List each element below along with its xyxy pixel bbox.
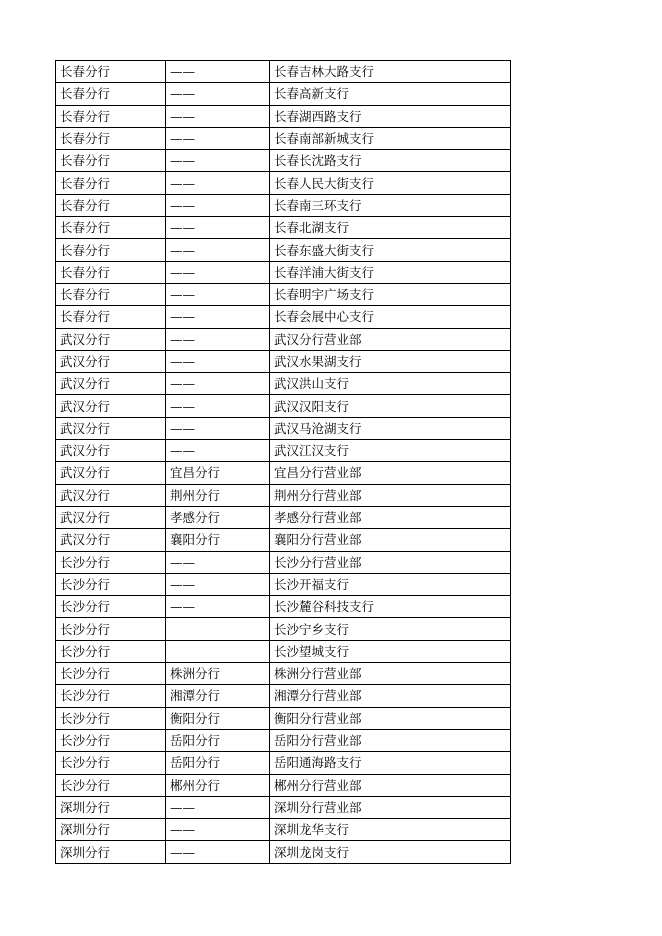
table-row bbox=[56, 217, 511, 239]
outlet-cell[interactable]: 襄阳分行营业部 bbox=[270, 529, 511, 551]
branch-cell[interactable]: 长沙分行 bbox=[56, 596, 166, 618]
table-row bbox=[56, 328, 511, 350]
table-row bbox=[56, 373, 511, 395]
outlet-cell[interactable]: 长沙宁乡支行 bbox=[270, 618, 511, 640]
branch-cell[interactable]: 长沙分行 bbox=[56, 618, 166, 640]
branch-cell[interactable]: 长春分行 bbox=[56, 150, 166, 172]
branch-cell[interactable]: 深圳分行 bbox=[56, 841, 166, 863]
table-row bbox=[56, 127, 511, 149]
table-row bbox=[56, 306, 511, 328]
outlet-cell[interactable]: 长沙开福支行 bbox=[270, 573, 511, 595]
table-row bbox=[56, 841, 511, 863]
sub-branch-cell[interactable]: 孝感分行 bbox=[166, 506, 270, 528]
outlet-cell[interactable]: 武汉洪山支行 bbox=[270, 373, 511, 395]
outlet-cell[interactable]: 长春高新支行 bbox=[270, 83, 511, 105]
sub-branch-cell[interactable] bbox=[166, 618, 270, 640]
sub-branch-cell[interactable]: 衡阳分行 bbox=[166, 707, 270, 729]
table-row bbox=[56, 462, 511, 484]
table-row bbox=[56, 83, 511, 105]
branch-cell[interactable]: 长春分行 bbox=[56, 127, 166, 149]
outlet-cell[interactable]: 武汉马沧湖支行 bbox=[270, 417, 511, 439]
sub-branch-cell[interactable]: —— bbox=[166, 395, 270, 417]
branch-cell[interactable]: 武汉分行 bbox=[56, 484, 166, 506]
sub-branch-cell[interactable]: —— bbox=[166, 194, 270, 216]
table-row bbox=[56, 261, 511, 283]
branch-cell[interactable]: 长春分行 bbox=[56, 61, 166, 83]
outlet-cell[interactable]: 衡阳分行营业部 bbox=[270, 707, 511, 729]
sub-branch-cell[interactable]: —— bbox=[166, 551, 270, 573]
branch-cell[interactable]: 长春分行 bbox=[56, 306, 166, 328]
branch-cell[interactable]: 长春分行 bbox=[56, 172, 166, 194]
branch-cell[interactable]: 长春分行 bbox=[56, 283, 166, 305]
sub-branch-cell[interactable]: —— bbox=[166, 150, 270, 172]
outlet-cell[interactable]: 长沙分行营业部 bbox=[270, 551, 511, 573]
branch-cell[interactable]: 长沙分行 bbox=[56, 752, 166, 774]
branch-cell[interactable]: 武汉分行 bbox=[56, 395, 166, 417]
outlet-cell[interactable]: 长春东盛大街支行 bbox=[270, 239, 511, 261]
sub-branch-cell[interactable]: 郴州分行 bbox=[166, 774, 270, 796]
sub-branch-cell[interactable]: 宜昌分行 bbox=[166, 462, 270, 484]
sub-branch-cell[interactable]: —— bbox=[166, 373, 270, 395]
table-row bbox=[56, 596, 511, 618]
outlet-cell[interactable]: 长春湖西路支行 bbox=[270, 105, 511, 127]
outlet-cell[interactable]: 武汉分行营业部 bbox=[270, 328, 511, 350]
sub-branch-cell[interactable]: —— bbox=[166, 217, 270, 239]
outlet-cell[interactable]: 长春人民大街支行 bbox=[270, 172, 511, 194]
branch-cell[interactable]: 武汉分行 bbox=[56, 506, 166, 528]
sub-branch-cell[interactable]: 岳阳分行 bbox=[166, 752, 270, 774]
branch-cell[interactable]: 长沙分行 bbox=[56, 707, 166, 729]
table-row bbox=[56, 573, 511, 595]
table-row bbox=[56, 105, 511, 127]
sub-branch-cell[interactable]: —— bbox=[166, 596, 270, 618]
table-row bbox=[56, 440, 511, 462]
sub-branch-cell[interactable]: —— bbox=[166, 796, 270, 818]
table-row bbox=[56, 774, 511, 796]
branch-table-body bbox=[56, 61, 511, 864]
sub-branch-cell[interactable]: —— bbox=[166, 239, 270, 261]
branch-cell[interactable]: 长春分行 bbox=[56, 261, 166, 283]
sub-branch-cell[interactable]: 株洲分行 bbox=[166, 663, 270, 685]
table-row bbox=[56, 707, 511, 729]
outlet-cell[interactable]: 宜昌分行营业部 bbox=[270, 462, 511, 484]
table-row bbox=[56, 61, 511, 83]
outlet-cell[interactable]: 长春明宇广场支行 bbox=[270, 283, 511, 305]
table-row bbox=[56, 663, 511, 685]
table-row bbox=[56, 819, 511, 841]
outlet-cell[interactable]: 湘潭分行营业部 bbox=[270, 685, 511, 707]
sub-branch-cell[interactable] bbox=[166, 640, 270, 662]
outlet-cell[interactable]: 长春南三环支行 bbox=[270, 194, 511, 216]
outlet-cell[interactable]: 岳阳分行营业部 bbox=[270, 729, 511, 751]
outlet-cell[interactable]: 长春长沈路支行 bbox=[270, 150, 511, 172]
branch-cell[interactable]: 长沙分行 bbox=[56, 729, 166, 751]
branch-cell[interactable]: 长春分行 bbox=[56, 105, 166, 127]
outlet-cell[interactable]: 荆州分行营业部 bbox=[270, 484, 511, 506]
outlet-cell[interactable]: 孝感分行营业部 bbox=[270, 506, 511, 528]
table-row bbox=[56, 752, 511, 774]
sub-branch-cell[interactable]: —— bbox=[166, 306, 270, 328]
outlet-cell[interactable]: 武汉汉阳支行 bbox=[270, 395, 511, 417]
outlet-cell[interactable]: 武汉水果湖支行 bbox=[270, 350, 511, 372]
branch-cell[interactable]: 长春分行 bbox=[56, 239, 166, 261]
outlet-cell[interactable]: 长春南部新城支行 bbox=[270, 127, 511, 149]
table-row bbox=[56, 283, 511, 305]
sub-branch-cell[interactable]: —— bbox=[166, 83, 270, 105]
sub-branch-cell[interactable]: —— bbox=[166, 172, 270, 194]
table-row bbox=[56, 729, 511, 751]
branch-cell[interactable]: 长沙分行 bbox=[56, 573, 166, 595]
branch-cell[interactable]: 深圳分行 bbox=[56, 819, 166, 841]
sub-branch-cell[interactable]: 荆州分行 bbox=[166, 484, 270, 506]
branch-cell[interactable]: 长沙分行 bbox=[56, 640, 166, 662]
table-row bbox=[56, 640, 511, 662]
branch-cell[interactable]: 长沙分行 bbox=[56, 663, 166, 685]
branch-cell[interactable]: 武汉分行 bbox=[56, 417, 166, 439]
sub-branch-cell[interactable]: 岳阳分行 bbox=[166, 729, 270, 751]
branch-cell[interactable]: 长春分行 bbox=[56, 83, 166, 105]
outlet-cell[interactable]: 深圳龙岗支行 bbox=[270, 841, 511, 863]
table-row bbox=[56, 685, 511, 707]
outlet-cell[interactable]: 长春洋浦大街支行 bbox=[270, 261, 511, 283]
outlet-cell[interactable]: 长沙望城支行 bbox=[270, 640, 511, 662]
outlet-cell[interactable]: 郴州分行营业部 bbox=[270, 774, 511, 796]
branch-cell[interactable]: 武汉分行 bbox=[56, 529, 166, 551]
branch-cell[interactable]: 武汉分行 bbox=[56, 440, 166, 462]
outlet-cell[interactable]: 株洲分行营业部 bbox=[270, 663, 511, 685]
table-row bbox=[56, 194, 511, 216]
table-row bbox=[56, 150, 511, 172]
table-row bbox=[56, 395, 511, 417]
table-row bbox=[56, 172, 511, 194]
branch-cell[interactable]: 武汉分行 bbox=[56, 328, 166, 350]
sub-branch-cell[interactable]: —— bbox=[166, 417, 270, 439]
branch-cell[interactable]: 长沙分行 bbox=[56, 774, 166, 796]
outlet-cell[interactable]: 长春吉林大路支行 bbox=[270, 61, 511, 83]
sub-branch-cell[interactable]: —— bbox=[166, 328, 270, 350]
outlet-cell[interactable]: 武汉江汉支行 bbox=[270, 440, 511, 462]
branch-cell[interactable]: 武汉分行 bbox=[56, 373, 166, 395]
sub-branch-cell[interactable]: —— bbox=[166, 350, 270, 372]
table-row bbox=[56, 484, 511, 506]
table-row bbox=[56, 551, 511, 573]
outlet-cell[interactable]: 深圳分行营业部 bbox=[270, 796, 511, 818]
sub-branch-cell[interactable]: —— bbox=[166, 819, 270, 841]
table-row bbox=[56, 618, 511, 640]
sub-branch-cell[interactable]: —— bbox=[166, 440, 270, 462]
sub-branch-cell[interactable]: —— bbox=[166, 573, 270, 595]
sub-branch-cell[interactable]: 湘潭分行 bbox=[166, 685, 270, 707]
branch-cell[interactable]: 长春分行 bbox=[56, 217, 166, 239]
table-row bbox=[56, 417, 511, 439]
sub-branch-cell[interactable]: —— bbox=[166, 261, 270, 283]
table-row bbox=[56, 796, 511, 818]
table-row bbox=[56, 529, 511, 551]
branch-cell[interactable]: 长沙分行 bbox=[56, 685, 166, 707]
sub-branch-cell[interactable]: —— bbox=[166, 283, 270, 305]
table-row bbox=[56, 506, 511, 528]
table-row bbox=[56, 239, 511, 261]
outlet-cell[interactable]: 岳阳通海路支行 bbox=[270, 752, 511, 774]
branch-cell[interactable]: 武汉分行 bbox=[56, 350, 166, 372]
sub-branch-cell[interactable]: 襄阳分行 bbox=[166, 529, 270, 551]
branch-cell[interactable]: 长沙分行 bbox=[56, 551, 166, 573]
outlet-cell[interactable]: 长沙麓谷科技支行 bbox=[270, 596, 511, 618]
sub-branch-cell[interactable]: —— bbox=[166, 841, 270, 863]
sub-branch-cell[interactable]: —— bbox=[166, 105, 270, 127]
branch-cell[interactable]: 长春分行 bbox=[56, 194, 166, 216]
branch-cell[interactable]: 深圳分行 bbox=[56, 796, 166, 818]
outlet-cell[interactable]: 长春会展中心支行 bbox=[270, 306, 511, 328]
table-row bbox=[56, 350, 511, 372]
outlet-cell[interactable]: 长春北湖支行 bbox=[270, 217, 511, 239]
outlet-cell[interactable]: 深圳龙华支行 bbox=[270, 819, 511, 841]
branch-cell[interactable]: 武汉分行 bbox=[56, 462, 166, 484]
sub-branch-cell[interactable]: —— bbox=[166, 127, 270, 149]
sub-branch-cell[interactable]: —— bbox=[166, 61, 270, 83]
branch-table bbox=[55, 60, 511, 864]
